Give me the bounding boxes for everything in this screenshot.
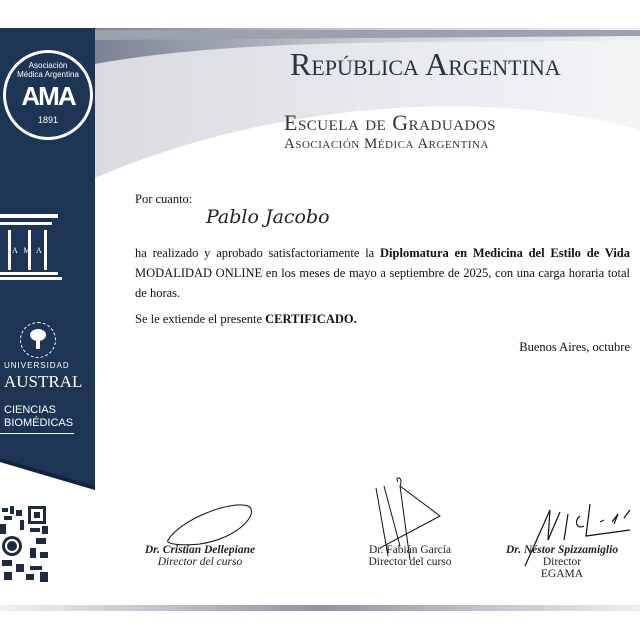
certificate-statement bbox=[135, 309, 630, 329]
ama-seal-logo bbox=[3, 50, 93, 140]
recipient-name: Pablo Jacobo bbox=[206, 206, 330, 228]
qr-code[interactable] bbox=[0, 504, 50, 584]
body-paragraph bbox=[135, 243, 630, 303]
building-letters: A M A bbox=[12, 246, 44, 255]
signer-name-1: Dr. Cristian Dellepiane bbox=[144, 544, 256, 556]
place-date: Buenos Aires, octubre bbox=[519, 340, 630, 354]
certificate-word: CERTIFICADO. bbox=[265, 312, 357, 326]
university-small-label: UNIVERSIDAD bbox=[4, 361, 70, 370]
body-line-1-text: ha realizado y aprobado satisfactoriamente la bbox=[135, 246, 381, 260]
seal-year: 1891 bbox=[37, 115, 59, 125]
body-line-2: MODALIDAD ONLINE en los meses de mayo a septiembre de 2025, con una carga horaria total de bbox=[135, 266, 630, 300]
country-heading: República Argentina bbox=[290, 46, 561, 82]
certificate-body bbox=[135, 243, 630, 357]
faculty-line1: CIENCIAS bbox=[4, 404, 56, 416]
school-heading: Escuela de Graduados bbox=[284, 110, 497, 135]
signature-block-3 bbox=[488, 544, 636, 580]
por-cuanto-label: Por cuanto: bbox=[135, 192, 193, 206]
association-heading: Asociación Médica Argentina bbox=[284, 136, 489, 152]
faculty-underline bbox=[0, 433, 74, 434]
signer-name-3: Dr. Néstor Spizzamiglio bbox=[505, 544, 619, 556]
signature-block-2 bbox=[340, 544, 480, 568]
building-logo bbox=[0, 214, 60, 280]
signer-role-3: Director bbox=[542, 556, 582, 568]
certificate-statement-text: Se le extiende el presente bbox=[135, 312, 266, 326]
faculty-line2: BIOMÉDICAS bbox=[4, 417, 74, 429]
austral-tree-seal bbox=[20, 322, 56, 358]
signer-org-3: EGAMA bbox=[540, 568, 584, 580]
signature-scribble-1 bbox=[160, 500, 260, 550]
body-line-3: horas. bbox=[149, 286, 181, 300]
signer-name-2: Dr. Fabián García bbox=[368, 544, 452, 556]
signature-block-1 bbox=[130, 544, 270, 568]
diploma-title: Diplomatura en Medicina del Estilo de Vida bbox=[380, 246, 631, 260]
signer-role-2: Director del curso bbox=[368, 556, 452, 568]
university-name: AUSTRAL bbox=[4, 372, 83, 391]
seal-text: Asociación Médica Argentina bbox=[17, 61, 79, 79]
signer-role-1: Director del curso bbox=[157, 556, 243, 568]
seal-letters: AMA bbox=[21, 81, 75, 111]
